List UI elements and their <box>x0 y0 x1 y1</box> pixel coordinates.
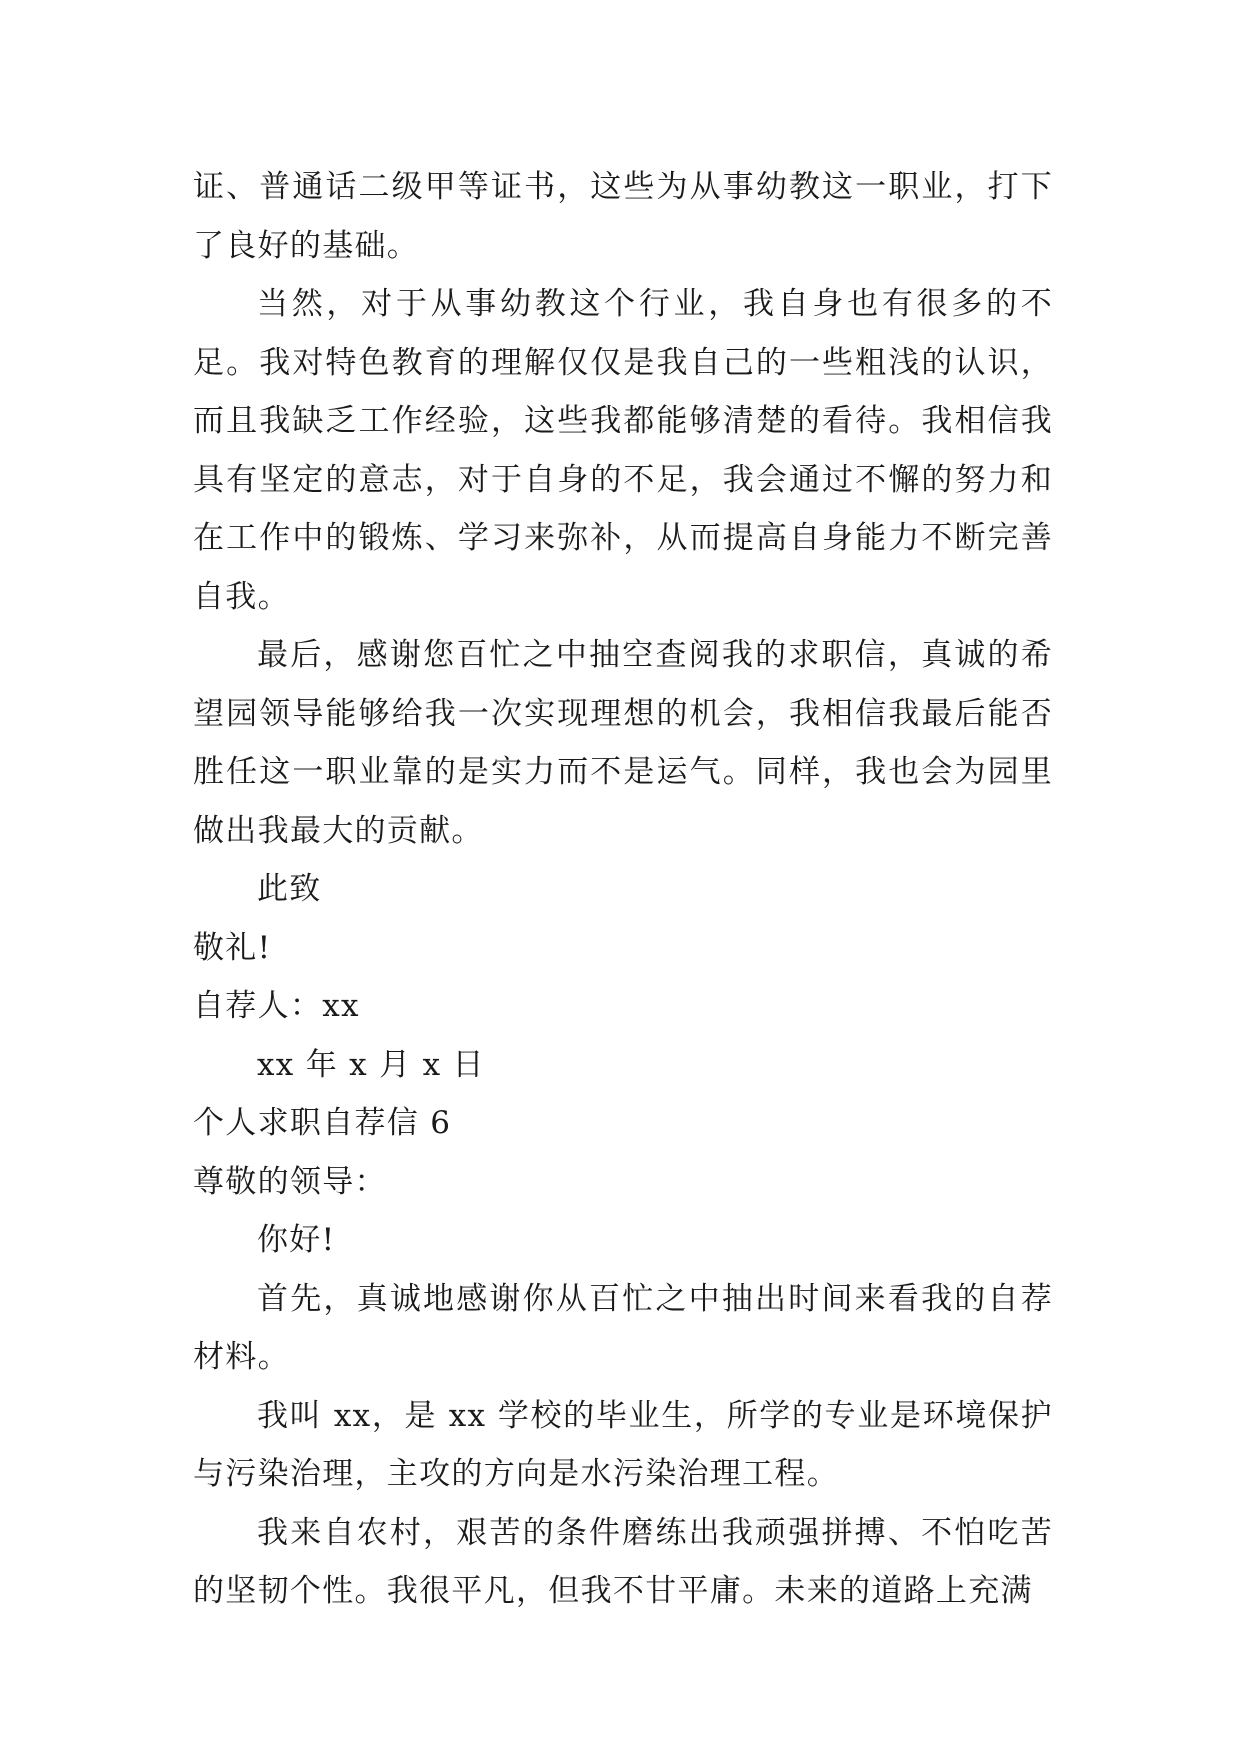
section-heading: 个人求职自荐信 6 <box>193 1105 452 1141</box>
paragraph-background: 我来自农村，艰苦的条件磨练出我顽强拼搏、不怕吃苦的坚韧个性。我很平凡，但我不甘平庸。未来的道路上充满 <box>193 1514 1053 1609</box>
greeting-hello: 你好! <box>257 1222 336 1258</box>
paragraph-introduction: 我叫 xx，是 xx 学校的毕业生，所学的专业是环境保护与污染治理，主攻的方向是水污染治理工程。 <box>193 1397 1053 1492</box>
paragraph-opening-thanks: 首先，真诚地感谢你从百忙之中抽出时间来看我的自荐材料。 <box>193 1280 1053 1375</box>
paragraph-shortcomings: 当然，对于从事幼教这个行业，我自身也有很多的不足。我对特色教育的理解仅仅是我自己的一些粗浅的认识，而且我缺乏工作经验，这些我都能够清楚的看待。我相信我具有坚定的意志，对于自身的不足，我会通过不懈的努力和在工作中的锻炼、学习来弥补，从而提高自身能力不断完善自我。 <box>193 286 1053 615</box>
signature-line: 自荐人：xx <box>193 988 360 1024</box>
paragraph-certificates: 证、普通话二级甲等证书，这些为从事幼教这一职业，打下了良好的基础。 <box>193 169 1053 264</box>
salutation-jingli: 敬礼! <box>193 929 272 966</box>
date-line: xx 年 x 月 x 日 <box>257 1046 485 1083</box>
paragraph-closing-thanks: 最后，感谢您百忙之中抽空查阅我的求职信，真诚的希望园领导能够给我一次实现理想的机会，我相信我最后能否胜任这一职业靠的是实力而不是运气。同样，我也会为园里做出我最大的贡献。 <box>193 637 1053 849</box>
salutation-cizhi: 此致 <box>257 871 322 907</box>
greeting-recipient: 尊敬的领导： <box>193 1163 387 1200</box>
document-body <box>193 158 1053 1621</box>
